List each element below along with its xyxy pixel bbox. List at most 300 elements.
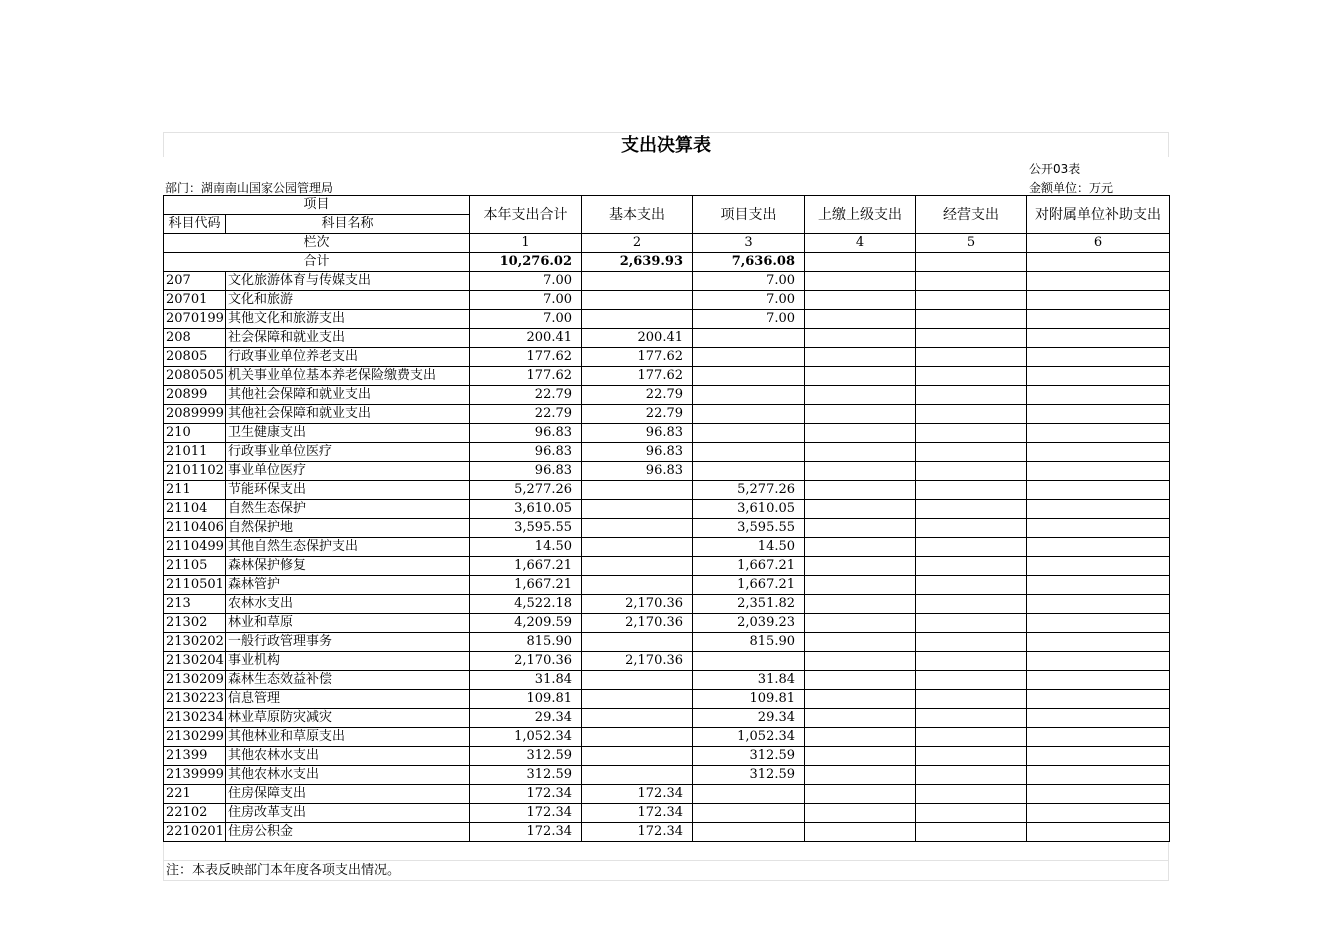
cell-basic: 2,170.36 — [582, 652, 693, 671]
cell-subsidy — [1027, 690, 1170, 709]
cell-total: 109.81 — [470, 690, 582, 709]
cell-project: 109.81 — [693, 690, 805, 709]
cell-business — [916, 633, 1027, 652]
cell-project: 1,667.21 — [693, 576, 805, 595]
column-number: 5 — [916, 234, 1027, 253]
cell-code: 2130223 — [164, 690, 226, 709]
cell-subsidy — [1027, 329, 1170, 348]
cell-name: 其他社会保障和就业支出 — [226, 405, 470, 424]
expenditure-table — [163, 195, 1170, 842]
cell-basic: 172.34 — [582, 804, 693, 823]
cell-code: 20899 — [164, 386, 226, 405]
column-number: 4 — [805, 234, 916, 253]
total-label: 合计 — [164, 253, 470, 272]
cell-subsidy — [1027, 595, 1170, 614]
table-row — [164, 785, 1170, 804]
cell-total: 200.41 — [470, 329, 582, 348]
header-business: 经营支出 — [916, 196, 1027, 234]
cell-code: 211 — [164, 481, 226, 500]
cell-basic — [582, 557, 693, 576]
cell-total: 31.84 — [470, 671, 582, 690]
table-row — [164, 310, 1170, 329]
cell-subsidy — [1027, 728, 1170, 747]
cell-business — [916, 405, 1027, 424]
cell-total: 177.62 — [470, 367, 582, 386]
table-row — [164, 747, 1170, 766]
cell-total: 22.79 — [470, 405, 582, 424]
cell-code: 21105 — [164, 557, 226, 576]
cell-total: 22.79 — [470, 386, 582, 405]
cell-subsidy — [1027, 747, 1170, 766]
column-number: 2 — [582, 234, 693, 253]
cell-business — [916, 348, 1027, 367]
header-item: 项目 — [164, 196, 470, 215]
table-row — [164, 424, 1170, 443]
cell-total: 177.62 — [470, 348, 582, 367]
cell-upper — [805, 785, 916, 804]
cell-subsidy — [1027, 652, 1170, 671]
blank-row — [163, 842, 1169, 861]
cell-project — [693, 348, 805, 367]
cell-business — [916, 462, 1027, 481]
cell-business — [916, 690, 1027, 709]
cell-total: 312.59 — [470, 766, 582, 785]
cell-basic — [582, 671, 693, 690]
cell-subsidy — [1027, 462, 1170, 481]
cell-upper — [805, 272, 916, 291]
cell-subsidy — [1027, 481, 1170, 500]
cell-basic: 22.79 — [582, 405, 693, 424]
cell-total: 96.83 — [470, 424, 582, 443]
cell-name: 其他农林水支出 — [226, 747, 470, 766]
cell-code: 2130234 — [164, 709, 226, 728]
cell-basic: 172.34 — [582, 823, 693, 842]
cell-code: 2101102 — [164, 462, 226, 481]
table-body — [164, 196, 1170, 842]
cell-project: 31.84 — [693, 671, 805, 690]
cell-total: 7.00 — [470, 310, 582, 329]
cell-project — [693, 405, 805, 424]
cell-project: 312.59 — [693, 747, 805, 766]
cell-business — [916, 747, 1027, 766]
cell-subsidy — [1027, 310, 1170, 329]
cell-name: 森林生态效益补偿 — [226, 671, 470, 690]
cell-name: 住房保障支出 — [226, 785, 470, 804]
cell-subsidy — [1027, 405, 1170, 424]
cell-code: 2110406 — [164, 519, 226, 538]
cell-basic — [582, 633, 693, 652]
cell-basic — [582, 519, 693, 538]
cell-code: 2130204 — [164, 652, 226, 671]
cell-total: 2,170.36 — [470, 652, 582, 671]
cell-subsidy — [1027, 633, 1170, 652]
table-row — [164, 462, 1170, 481]
cell-upper — [805, 728, 916, 747]
table-row — [164, 386, 1170, 405]
cell-name: 其他社会保障和就业支出 — [226, 386, 470, 405]
cell-upper — [805, 519, 916, 538]
table-id: 公开03表 — [1029, 162, 1081, 176]
cell-total: 1,052.34 — [470, 728, 582, 747]
cell-upper — [805, 595, 916, 614]
cell-total: 29.34 — [470, 709, 582, 728]
cell-total: 5,277.26 — [470, 481, 582, 500]
column-number: 1 — [470, 234, 582, 253]
table-row — [164, 500, 1170, 519]
cell-code: 221 — [164, 785, 226, 804]
cell-name: 信息管理 — [226, 690, 470, 709]
cell-code: 2089999 — [164, 405, 226, 424]
cell-subsidy — [1027, 386, 1170, 405]
table-row — [164, 804, 1170, 823]
cell-basic — [582, 310, 693, 329]
cell-subsidy — [1027, 709, 1170, 728]
cell-business — [916, 291, 1027, 310]
cell-upper — [805, 424, 916, 443]
cell-business — [916, 785, 1027, 804]
cell-business — [916, 823, 1027, 842]
table-row — [164, 576, 1170, 595]
cell-upper — [805, 386, 916, 405]
cell-business — [916, 424, 1027, 443]
cell-upper — [805, 614, 916, 633]
cell-basic: 22.79 — [582, 386, 693, 405]
cell-subsidy — [1027, 367, 1170, 386]
cell-name: 事业机构 — [226, 652, 470, 671]
cell-business — [916, 500, 1027, 519]
column-number-row — [164, 234, 1170, 253]
expenditure-sheet — [163, 132, 1169, 881]
header-upper: 上缴上级支出 — [805, 196, 916, 234]
cell-code: 22102 — [164, 804, 226, 823]
cell-project — [693, 785, 805, 804]
total-subsidy — [1027, 253, 1170, 272]
total-basic: 2,639.93 — [582, 253, 693, 272]
cell-total: 172.34 — [470, 804, 582, 823]
cell-upper — [805, 462, 916, 481]
cell-basic — [582, 500, 693, 519]
cell-business — [916, 595, 1027, 614]
cell-name: 机关事业单位基本养老保险缴费支出 — [226, 367, 470, 386]
cell-project: 3,610.05 — [693, 500, 805, 519]
cell-basic: 96.83 — [582, 443, 693, 462]
table-row — [164, 348, 1170, 367]
cell-total: 7.00 — [470, 272, 582, 291]
cell-basic: 96.83 — [582, 462, 693, 481]
department-label: 部门：湖南南山国家公园管理局 — [165, 181, 334, 195]
cell-upper — [805, 576, 916, 595]
cell-business — [916, 272, 1027, 291]
cell-name: 林业和草原 — [226, 614, 470, 633]
cell-business — [916, 386, 1027, 405]
cell-project — [693, 367, 805, 386]
cell-name: 森林管护 — [226, 576, 470, 595]
cell-subsidy — [1027, 500, 1170, 519]
cell-name: 一般行政管理事务 — [226, 633, 470, 652]
table-row — [164, 709, 1170, 728]
cell-name: 文化旅游体育与传媒支出 — [226, 272, 470, 291]
cell-business — [916, 709, 1027, 728]
table-note: 注：本表反映部门本年度各项支出情况。 — [163, 861, 1169, 881]
cell-business — [916, 614, 1027, 633]
cell-total: 96.83 — [470, 443, 582, 462]
cell-business — [916, 576, 1027, 595]
cell-name: 其他自然生态保护支出 — [226, 538, 470, 557]
cell-upper — [805, 804, 916, 823]
table-row — [164, 405, 1170, 424]
cell-business — [916, 443, 1027, 462]
cell-basic — [582, 747, 693, 766]
cell-name: 其他农林水支出 — [226, 766, 470, 785]
cell-business — [916, 557, 1027, 576]
cell-basic — [582, 728, 693, 747]
cell-name: 事业单位医疗 — [226, 462, 470, 481]
cell-name: 住房公积金 — [226, 823, 470, 842]
cell-project: 1,052.34 — [693, 728, 805, 747]
cell-basic: 2,170.36 — [582, 614, 693, 633]
cell-business — [916, 310, 1027, 329]
header-item-row — [164, 196, 1170, 215]
cell-code: 2110501 — [164, 576, 226, 595]
cell-name: 农林水支出 — [226, 595, 470, 614]
cell-total: 4,522.18 — [470, 595, 582, 614]
cell-project: 1,667.21 — [693, 557, 805, 576]
cell-total: 172.34 — [470, 823, 582, 842]
table-row — [164, 652, 1170, 671]
cell-subsidy — [1027, 804, 1170, 823]
table-row — [164, 614, 1170, 633]
cell-project — [693, 424, 805, 443]
cell-total: 7.00 — [470, 291, 582, 310]
cell-subsidy — [1027, 291, 1170, 310]
cell-basic: 2,170.36 — [582, 595, 693, 614]
cell-basic — [582, 481, 693, 500]
cell-basic — [582, 766, 693, 785]
cell-basic — [582, 272, 693, 291]
total-project: 7,636.08 — [693, 253, 805, 272]
cell-name: 卫生健康支出 — [226, 424, 470, 443]
cell-business — [916, 367, 1027, 386]
cell-basic: 177.62 — [582, 348, 693, 367]
header-subsidy: 对附属单位补助支出 — [1027, 196, 1170, 234]
cell-name: 文化和旅游 — [226, 291, 470, 310]
cell-name: 行政事业单位医疗 — [226, 443, 470, 462]
cell-subsidy — [1027, 785, 1170, 804]
table-row — [164, 823, 1170, 842]
table-row — [164, 633, 1170, 652]
table-row — [164, 595, 1170, 614]
cell-upper — [805, 443, 916, 462]
cell-name: 其他文化和旅游支出 — [226, 310, 470, 329]
cell-upper — [805, 405, 916, 424]
cell-code: 21011 — [164, 443, 226, 462]
cell-total: 3,595.55 — [470, 519, 582, 538]
table-row — [164, 367, 1170, 386]
table-row — [164, 557, 1170, 576]
cell-business — [916, 652, 1027, 671]
cell-project: 5,277.26 — [693, 481, 805, 500]
cell-upper — [805, 709, 916, 728]
total-amount: 10,276.02 — [470, 253, 582, 272]
cell-subsidy — [1027, 823, 1170, 842]
cell-name: 林业草原防灾减灾 — [226, 709, 470, 728]
cell-upper — [805, 291, 916, 310]
header-name: 科目名称 — [226, 215, 470, 234]
cell-subsidy — [1027, 348, 1170, 367]
table-row — [164, 690, 1170, 709]
cell-business — [916, 519, 1027, 538]
cell-name: 森林保护修复 — [226, 557, 470, 576]
cell-project — [693, 804, 805, 823]
table-row — [164, 671, 1170, 690]
table-row — [164, 443, 1170, 462]
table-row — [164, 291, 1170, 310]
cell-code: 210 — [164, 424, 226, 443]
cell-upper — [805, 310, 916, 329]
cell-basic: 200.41 — [582, 329, 693, 348]
cell-code: 213 — [164, 595, 226, 614]
table-row — [164, 728, 1170, 747]
table-row — [164, 766, 1170, 785]
cell-subsidy — [1027, 424, 1170, 443]
cell-business — [916, 329, 1027, 348]
cell-project: 7.00 — [693, 291, 805, 310]
cell-code: 2130299 — [164, 728, 226, 747]
cell-project: 2,351.82 — [693, 595, 805, 614]
header-basic: 基本支出 — [582, 196, 693, 234]
cell-upper — [805, 557, 916, 576]
cell-name: 节能环保支出 — [226, 481, 470, 500]
cell-total: 96.83 — [470, 462, 582, 481]
total-row — [164, 253, 1170, 272]
cell-project: 14.50 — [693, 538, 805, 557]
cell-project: 815.90 — [693, 633, 805, 652]
table-id-row — [163, 157, 1169, 176]
cell-project: 312.59 — [693, 766, 805, 785]
cell-upper — [805, 481, 916, 500]
cell-upper — [805, 538, 916, 557]
cell-business — [916, 728, 1027, 747]
cell-upper — [805, 690, 916, 709]
table-row — [164, 481, 1170, 500]
cell-upper — [805, 633, 916, 652]
cell-total: 14.50 — [470, 538, 582, 557]
cell-subsidy — [1027, 443, 1170, 462]
cell-code: 2110499 — [164, 538, 226, 557]
header-project: 项目支出 — [693, 196, 805, 234]
cell-subsidy — [1027, 538, 1170, 557]
cell-code: 20701 — [164, 291, 226, 310]
total-upper — [805, 253, 916, 272]
cell-basic: 177.62 — [582, 367, 693, 386]
cell-code: 208 — [164, 329, 226, 348]
cell-project: 2,039.23 — [693, 614, 805, 633]
table-row — [164, 272, 1170, 291]
cell-project: 29.34 — [693, 709, 805, 728]
unit-label: 金额单位：万元 — [1029, 181, 1114, 195]
table-row — [164, 538, 1170, 557]
cell-code: 2130209 — [164, 671, 226, 690]
column-number: 3 — [693, 234, 805, 253]
cell-code: 2210201 — [164, 823, 226, 842]
cell-business — [916, 671, 1027, 690]
header-total: 本年支出合计 — [470, 196, 582, 234]
cell-upper — [805, 329, 916, 348]
cell-basic — [582, 690, 693, 709]
cell-business — [916, 766, 1027, 785]
cell-name: 自然生态保护 — [226, 500, 470, 519]
table-row — [164, 519, 1170, 538]
cell-total: 172.34 — [470, 785, 582, 804]
cell-total: 1,667.21 — [470, 557, 582, 576]
column-number: 6 — [1027, 234, 1170, 253]
total-business — [916, 253, 1027, 272]
cell-project — [693, 386, 805, 405]
table-row — [164, 329, 1170, 348]
cell-project: 3,595.55 — [693, 519, 805, 538]
cell-basic: 96.83 — [582, 424, 693, 443]
cell-subsidy — [1027, 766, 1170, 785]
cell-total: 4,209.59 — [470, 614, 582, 633]
page-title: 支出决算表 — [163, 132, 1169, 157]
cell-basic: 172.34 — [582, 785, 693, 804]
cell-subsidy — [1027, 671, 1170, 690]
cell-upper — [805, 652, 916, 671]
cell-project — [693, 443, 805, 462]
cell-total: 815.90 — [470, 633, 582, 652]
cell-name: 自然保护地 — [226, 519, 470, 538]
cell-total: 3,610.05 — [470, 500, 582, 519]
cell-code: 21302 — [164, 614, 226, 633]
cell-business — [916, 804, 1027, 823]
cell-upper — [805, 367, 916, 386]
cell-total: 312.59 — [470, 747, 582, 766]
cell-upper — [805, 671, 916, 690]
cell-code: 2139999 — [164, 766, 226, 785]
cell-project: 7.00 — [693, 272, 805, 291]
cell-code: 2130202 — [164, 633, 226, 652]
cell-project — [693, 329, 805, 348]
cell-name: 其他林业和草原支出 — [226, 728, 470, 747]
department-row — [163, 176, 1169, 195]
cell-project — [693, 652, 805, 671]
cell-upper — [805, 500, 916, 519]
cell-basic — [582, 291, 693, 310]
cell-project — [693, 823, 805, 842]
cell-subsidy — [1027, 557, 1170, 576]
cell-name: 行政事业单位养老支出 — [226, 348, 470, 367]
cell-total: 1,667.21 — [470, 576, 582, 595]
header-code: 科目代码 — [164, 215, 226, 234]
cell-basic — [582, 538, 693, 557]
cell-basic — [582, 709, 693, 728]
cell-code: 207 — [164, 272, 226, 291]
cell-code: 21104 — [164, 500, 226, 519]
cell-upper — [805, 823, 916, 842]
cell-project: 7.00 — [693, 310, 805, 329]
cell-upper — [805, 348, 916, 367]
cell-name: 住房改革支出 — [226, 804, 470, 823]
cell-code: 21399 — [164, 747, 226, 766]
cell-code: 20805 — [164, 348, 226, 367]
column-number-label: 栏次 — [164, 234, 470, 253]
cell-business — [916, 481, 1027, 500]
cell-upper — [805, 747, 916, 766]
cell-project — [693, 462, 805, 481]
cell-name: 社会保障和就业支出 — [226, 329, 470, 348]
cell-business — [916, 538, 1027, 557]
cell-subsidy — [1027, 576, 1170, 595]
